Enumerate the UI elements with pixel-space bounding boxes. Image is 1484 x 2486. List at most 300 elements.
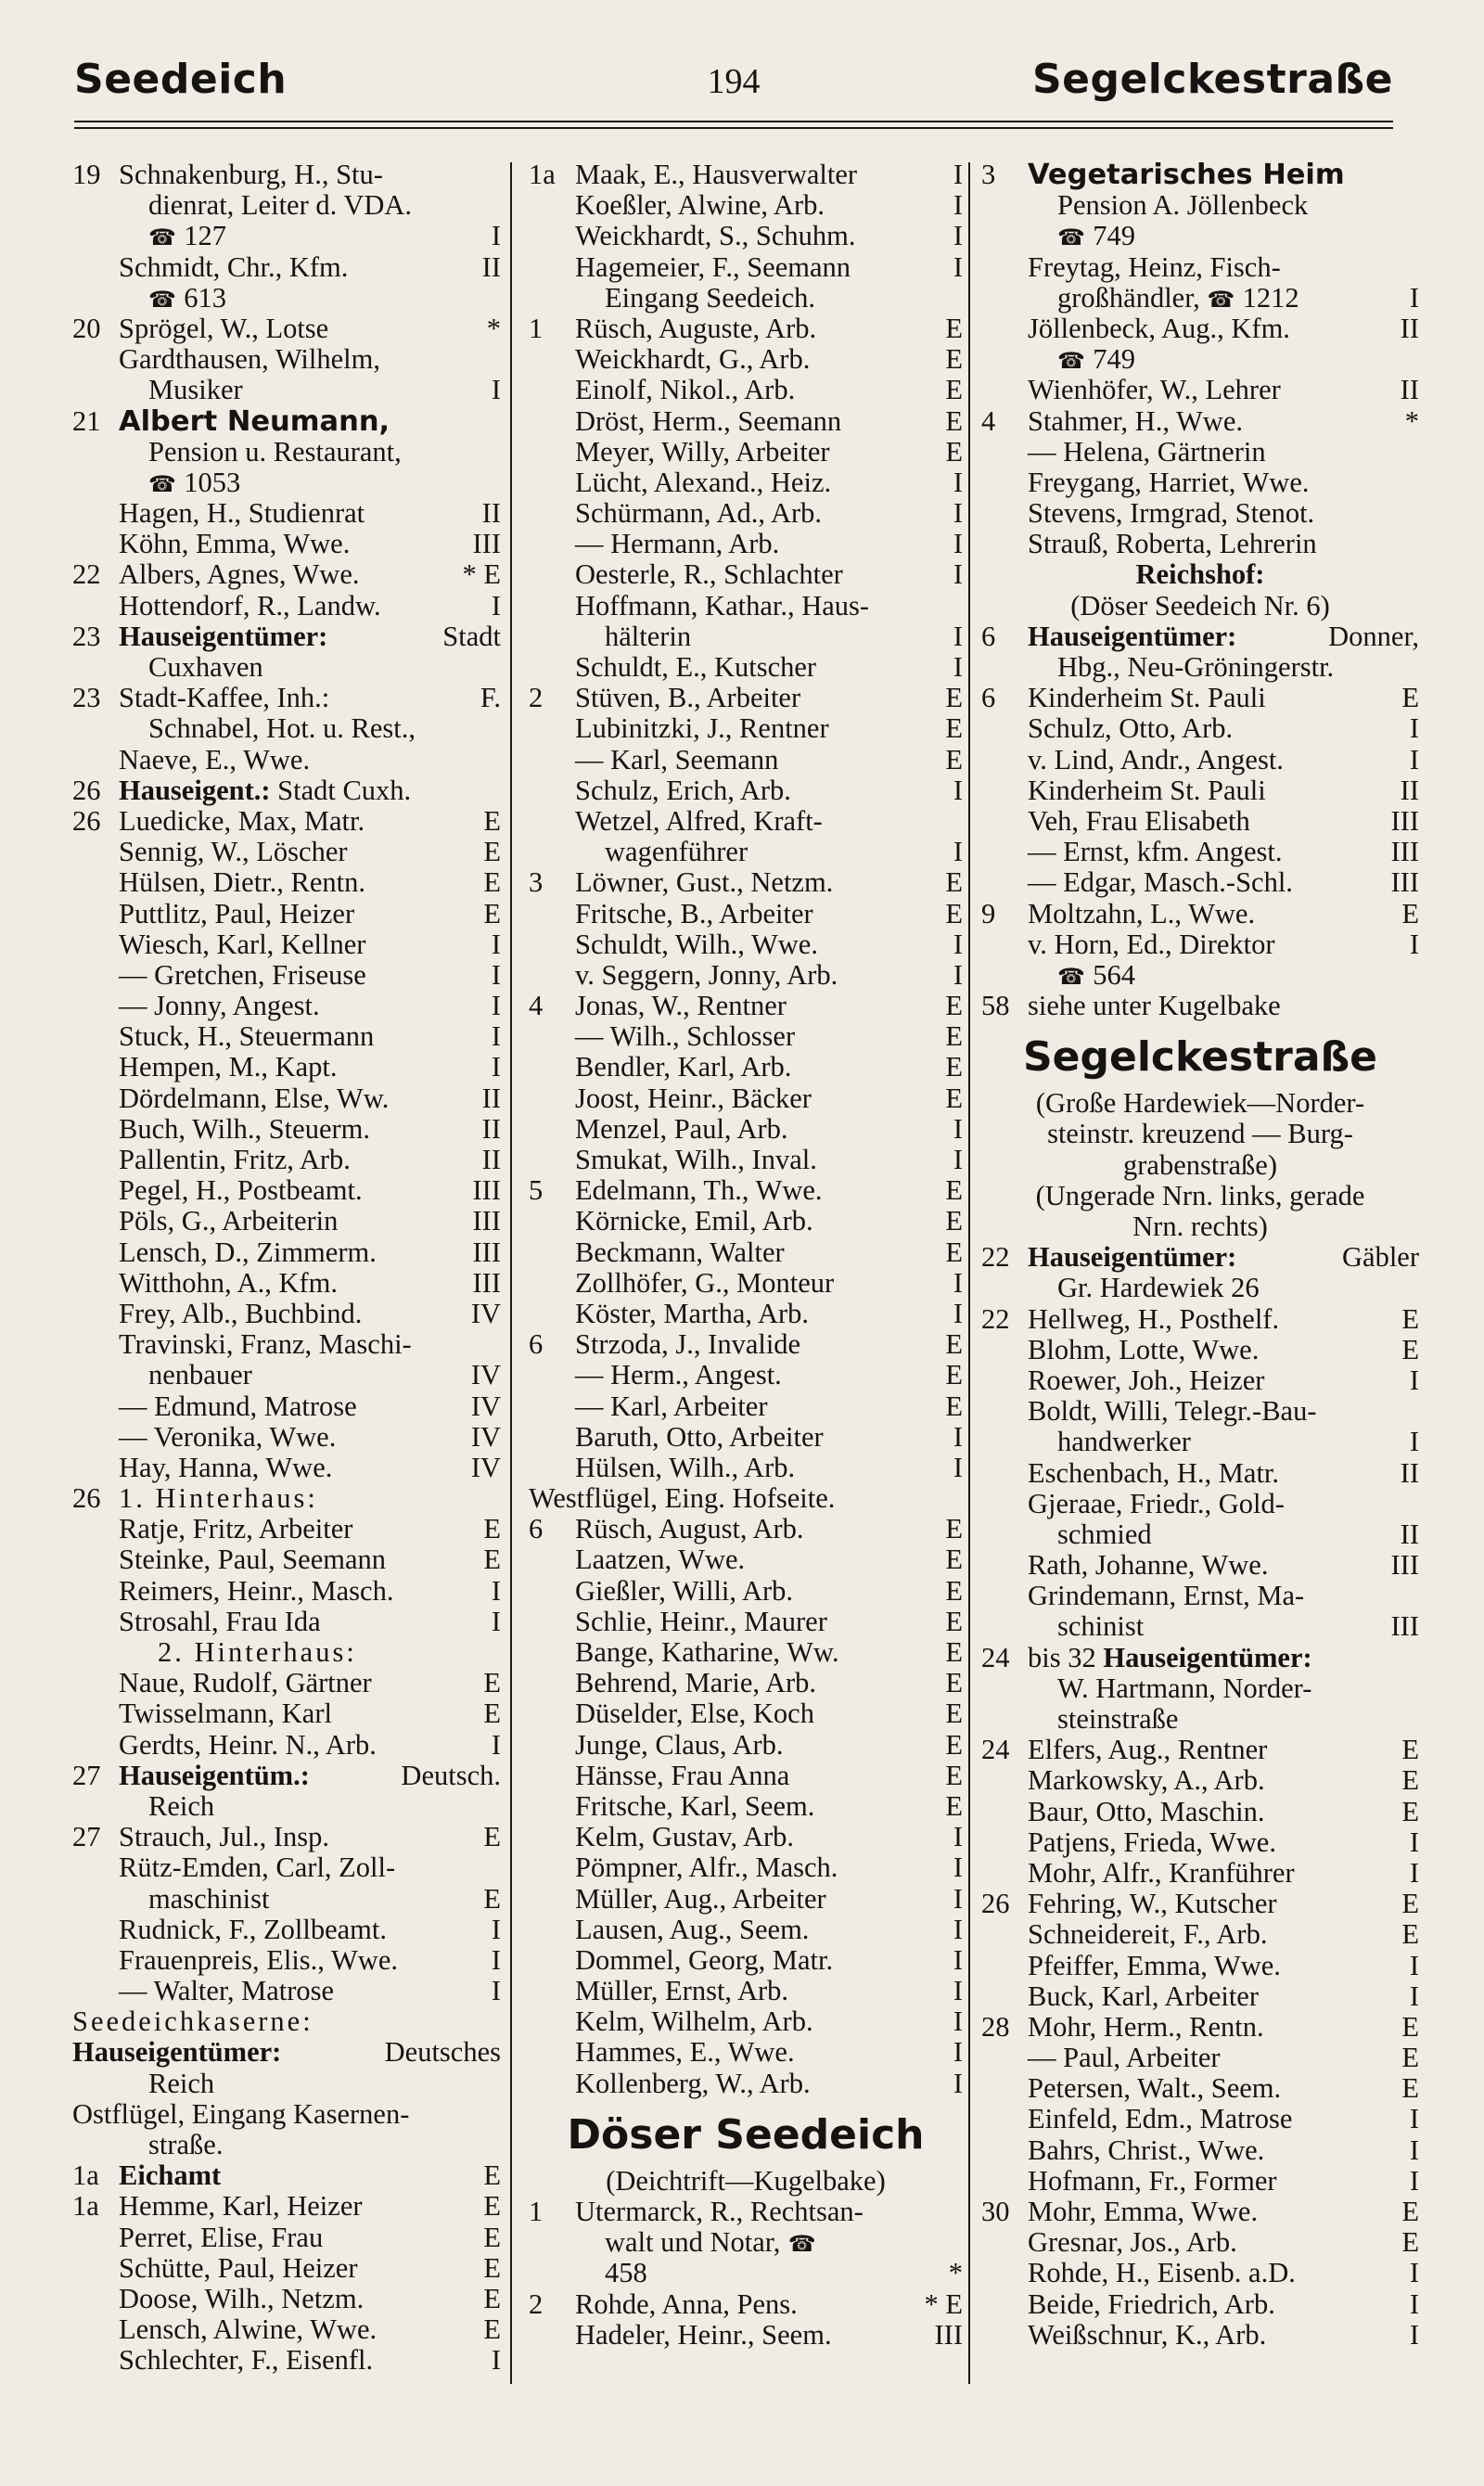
street-heading: Döser Seedeich (567, 2110, 925, 2159)
entry-name: Baruth, Otto, Arbeiter (575, 1420, 824, 1453)
entry-text (119, 1422, 336, 1453)
floor-marker: I (953, 1420, 963, 1453)
entry-extra: Hauseigentümer: (1103, 1641, 1312, 1673)
entry-name: nenbauer (148, 1359, 252, 1391)
entry-name: Menzel, Paul, Arb. (575, 1112, 788, 1145)
entry-text (148, 652, 263, 683)
entry-name: — Herm., Angest. (575, 1359, 782, 1391)
running-head-right: Segelckestraße (1031, 56, 1393, 103)
directory-entry (981, 929, 1419, 960)
directory-entry (529, 314, 963, 344)
entry-text (575, 1514, 804, 1544)
directory-entry (72, 1483, 501, 1514)
entry-text (575, 1576, 793, 1607)
entry-text (1028, 713, 1233, 744)
entry-extra: Stadt Cuxh. (277, 774, 412, 806)
entry-name: Lensch, Alwine, Wwe. (119, 2313, 377, 2346)
entry-text (148, 1360, 252, 1390)
directory-entry (72, 2284, 501, 2314)
directory-entry (981, 1458, 1419, 1489)
entry-text (148, 2130, 223, 2160)
entry-name: Hülsen, Dietr., Rentn. (119, 866, 365, 899)
directory-entry (72, 1268, 501, 1299)
entry-name: Gr. Hardewiek 26 (1057, 1272, 1260, 1304)
entry-name: Maak, E., Hausverwalter (575, 159, 858, 190)
entry-name: siehe unter Kugelbake (1028, 990, 1281, 1022)
floor-marker: I (1409, 1980, 1419, 2012)
directory-entry (981, 468, 1419, 498)
floor-marker: III (472, 1236, 501, 1268)
entry-text (575, 591, 869, 622)
house-number: 3 (529, 866, 544, 899)
entry-text (1028, 1827, 1276, 1858)
entry-name: dienrat, Leiter d. VDA. (148, 189, 413, 222)
entry-name: Patjens, Frieda, Wwe. (1028, 1826, 1276, 1858)
entry-name: maschinist (148, 1882, 270, 1915)
entry-name: 613 (184, 281, 226, 314)
floor-marker: I (953, 2067, 963, 2099)
entry-name: Stadt-Kaffee, Inh.: (119, 682, 330, 714)
entry-text (605, 837, 748, 867)
entry-text (1028, 806, 1250, 837)
floor-marker: E (483, 804, 501, 837)
directory-entry (981, 2166, 1419, 2197)
floor-marker: I (953, 189, 963, 222)
floor-marker: I (1409, 1364, 1419, 1396)
entry-name: Albers, Agnes, Wwe. (119, 558, 360, 591)
floor-marker: E (1401, 2226, 1419, 2259)
directory-entry (529, 468, 963, 498)
entry-text (1028, 2104, 1292, 2134)
floor-marker: E (945, 712, 963, 745)
entry-text (575, 1852, 838, 1883)
entry-name: Hottendorf, R., Landw. (119, 589, 381, 622)
entry-text (1028, 1581, 1304, 1611)
entry-name: Pension A. Jöllenbeck (1057, 189, 1309, 222)
directory-entry (529, 559, 963, 590)
entry-name: steinstraße (1057, 1703, 1179, 1735)
floor-marker: I (953, 2005, 963, 2038)
entry-text (119, 1021, 374, 1052)
directory-entry (981, 2258, 1419, 2288)
floor-marker: E (945, 374, 963, 406)
entry-name: Gjeraae, Friedr., Gold- (1028, 1487, 1285, 1519)
entry-text (575, 1698, 814, 1729)
directory-entry (981, 1427, 1419, 1457)
floor-marker: E (483, 2159, 501, 2192)
entry-text (575, 929, 818, 960)
entry-text (1028, 1981, 1259, 2012)
floor-marker: I (953, 466, 963, 498)
entry-text (119, 1299, 362, 1329)
entry-name: Frauenpreis, Elis., Wwe. (119, 1943, 398, 1976)
floor-marker: E (945, 1513, 963, 1545)
entry-text (119, 1391, 357, 1422)
directory-entry (529, 1514, 963, 1544)
entry-text (119, 929, 365, 960)
entry-text (575, 1145, 817, 1175)
floor-marker: II (1400, 1456, 1419, 1489)
directory-entry (72, 652, 501, 683)
entry-name: Lücht, Alexand., Heiz. (575, 466, 832, 498)
floor-marker: E (483, 1667, 501, 1699)
entry-text (119, 1945, 398, 1976)
floor-marker: I (491, 1574, 501, 1607)
floor-marker: I (1409, 2103, 1419, 2135)
directory-entry (72, 1730, 501, 1761)
entry-text (1028, 1765, 1265, 1796)
entry-name: Hagen, H., Studienrat (119, 497, 365, 530)
directory-entry (529, 1822, 963, 1852)
floor-marker: II (1400, 1518, 1419, 1550)
entry-text (575, 1237, 785, 1268)
directory-entry (981, 2043, 1419, 2073)
directory-entry (981, 837, 1419, 867)
entry-text (1028, 2258, 1296, 2288)
entry-text (1028, 1489, 1285, 1519)
directory-entry (529, 1237, 963, 1268)
entry-text (119, 1668, 372, 1698)
entry-text (1028, 867, 1293, 898)
entry-text (119, 344, 380, 375)
entry-text (119, 2191, 363, 2222)
directory-entry (529, 498, 963, 529)
entry-text (119, 1145, 351, 1175)
entry-text (119, 1329, 412, 1360)
directory-entry (72, 1576, 501, 1607)
entry-name: Jonas, W., Rentner (575, 990, 787, 1022)
directory-entry (72, 252, 501, 283)
directory-entry (72, 1083, 501, 1114)
directory-entry (529, 991, 963, 1021)
directory-entry (72, 529, 501, 559)
entry-name: Schürmann, Ad., Arb. (575, 497, 823, 530)
entry-text (1028, 375, 1281, 405)
floor-marker: E (945, 1020, 963, 1053)
entry-name: schinist (1057, 1610, 1145, 1643)
entry-text (119, 683, 329, 713)
house-number: 4 (529, 990, 544, 1022)
entry-name: Pension u. Restaurant, (148, 435, 402, 468)
entry-name: Rudnick, F., Zollbeamt. (119, 1913, 387, 1945)
entry-text (1028, 1304, 1279, 1335)
directory-entry (72, 622, 501, 652)
entry-name: Albert Neumann, (119, 404, 390, 438)
entry-name: — Wilh., Schlosser (575, 1020, 796, 1053)
entry-text (575, 1360, 782, 1390)
entry-name: Pallentin, Fritz, Arb. (119, 1144, 351, 1175)
house-number: 3 (981, 159, 996, 190)
floor-marker: I (953, 497, 963, 530)
floor-marker: I (953, 1112, 963, 1145)
entry-text (1028, 775, 1266, 806)
entry-name: 1053 (184, 466, 241, 498)
entry-text (1028, 1797, 1264, 1827)
floor-marker: II (1400, 312, 1419, 344)
directory-entry (529, 806, 963, 837)
entry-name: Wienhöfer, W., Lehrer (1028, 374, 1281, 406)
directory-entry (72, 683, 501, 713)
directory-entry (72, 2345, 501, 2376)
entry-name: Schneidereit, F., Arb. (1028, 1918, 1268, 1951)
house-number: 19 (72, 159, 101, 190)
directory-entry (981, 1919, 1419, 1950)
floor-marker: E (945, 343, 963, 376)
directory-entry (529, 1391, 963, 1422)
directory-entry (981, 1643, 1419, 1673)
telephone-icon: ☎ (780, 2231, 816, 2258)
entry-text (575, 1175, 823, 1206)
floor-marker: I (953, 558, 963, 591)
house-number: 2 (529, 2287, 544, 2320)
directory-entry (529, 1852, 963, 1883)
directory-entry (529, 2320, 963, 2351)
directory-entry (529, 745, 963, 775)
entry-name: Roewer, Joh., Heizer (1028, 1364, 1265, 1396)
directory-entry (981, 1242, 1419, 1273)
entry-text (1057, 1519, 1152, 1550)
floor-marker: I (1409, 1826, 1419, 1858)
directory-entry (529, 1206, 963, 1237)
directory-entry (529, 867, 963, 898)
entry-name: Twisselmann, Karl (119, 1698, 332, 1730)
entry-name: Köster, Martha, Arb. (575, 1297, 810, 1329)
entry-name: — Walter, Matrose (119, 1975, 335, 2007)
house-number: 6 (529, 1328, 544, 1361)
column-divider (968, 162, 970, 2384)
entry-text (119, 867, 365, 898)
floor-marker: I (1409, 2318, 1419, 2351)
entry-text (1028, 991, 1281, 1021)
page-number: 194 (707, 62, 761, 101)
floor-marker: I (491, 928, 501, 960)
entry-name: Stahmer, H., Wwe. (1028, 404, 1243, 437)
directory-entry (72, 1052, 501, 1083)
entry-text (1028, 1858, 1295, 1889)
entry-text (119, 2345, 373, 2376)
directory-entry (529, 221, 963, 251)
directory-entry (529, 1360, 963, 1390)
floor-marker: E (945, 1544, 963, 1576)
directory-entry (981, 406, 1419, 437)
directory-entry (72, 1976, 501, 2006)
entry-name: Schütte, Paul, Heizer (119, 2251, 358, 2284)
entry-text (605, 2227, 816, 2260)
entry-name: — Jonny, Angest. (119, 990, 320, 1022)
directory-entry (981, 1673, 1419, 1704)
directory-entry (72, 1698, 501, 1729)
floor-marker: IV (470, 1420, 501, 1453)
directory-entry (72, 468, 501, 498)
entry-text (575, 1915, 809, 1945)
entry-text (119, 160, 383, 190)
entry-text (119, 591, 381, 622)
entry-text (575, 991, 787, 1021)
directory-entry (981, 1611, 1419, 1642)
entry-name: Utermarck, R., Rechtsan- (575, 2196, 864, 2227)
directory-entry (72, 160, 501, 190)
entry-name: Köhn, Emma, Wwe. (119, 528, 351, 560)
directory-entry (981, 1981, 1419, 2012)
entry-text (575, 190, 825, 221)
entry-name: Fritsche, Karl, Seem. (575, 1789, 815, 1822)
floor-marker: E (1401, 1764, 1419, 1797)
entry-text (119, 2314, 377, 2345)
floor-marker: E (483, 1544, 501, 1576)
directory-entry (529, 1884, 963, 1915)
directory-entry (981, 529, 1419, 559)
entry-text (575, 468, 831, 498)
floor-marker: II (481, 1112, 501, 1145)
entry-name: Strosahl, Frau Ida (119, 1605, 321, 1637)
entry-name: v. Seggern, Jonny, Arb. (575, 958, 838, 991)
entry-text (575, 1976, 788, 2006)
entry-text (119, 1915, 387, 1945)
house-number: 30 (981, 2196, 1010, 2227)
directory-entry (529, 1698, 963, 1729)
entry-text (575, 344, 810, 375)
entry-name: Hemme, Karl, Heizer (119, 2190, 363, 2223)
directory-entry (72, 1391, 501, 1422)
directory-entry (72, 1145, 501, 1175)
house-number: 5 (529, 1174, 544, 1207)
entry-text (575, 1206, 813, 1237)
directory-entry (72, 1637, 501, 1668)
entry-name: Hülsen, Wilh., Arb. (575, 1451, 796, 1483)
entry-text (1028, 1335, 1259, 1365)
entry-text (575, 529, 779, 559)
directory-entry (529, 1422, 963, 1453)
house-number: 2 (529, 682, 544, 714)
directory-entry (529, 1453, 963, 1483)
directory-entry (981, 775, 1419, 806)
entry-text (1028, 1889, 1277, 1919)
floor-marker: E (483, 836, 501, 868)
floor-marker: III (472, 1266, 501, 1299)
directory-entry (529, 837, 963, 867)
entry-text (148, 1791, 214, 1822)
entry-name: Löwner, Gust., Netzm. (575, 866, 834, 899)
entry-text (1057, 1673, 1311, 1704)
entry-text (119, 1237, 377, 1268)
directory-entry (529, 1175, 963, 1206)
entry-name: Rütz-Emden, Carl, Zoll- (119, 1852, 396, 1884)
house-number: 22 (981, 1302, 1010, 1335)
directory-entry (981, 1550, 1419, 1581)
entry-name: Schmidt, Chr., Kfm. (119, 250, 349, 283)
entry-name: Boldt, Willi, Telegr.-Bau- (1028, 1395, 1317, 1428)
entry-text (1028, 2320, 1266, 2351)
entry-text (1028, 2289, 1275, 2320)
entry-text (575, 498, 822, 529)
entry-text (575, 406, 841, 437)
entry-name: W. Hartmann, Norder- (1057, 1672, 1312, 1704)
entry-name: Vegetarisches Heim (1028, 159, 1345, 191)
entry-text (575, 1083, 812, 1114)
telephone-icon: ☎ (1207, 286, 1243, 313)
directory-entry (72, 2191, 501, 2222)
floor-marker: I (1409, 2134, 1419, 2166)
entry-text (148, 468, 240, 500)
entry-text (575, 1791, 814, 1822)
entry-text (575, 775, 791, 806)
directory-entry (72, 2130, 501, 2160)
floor-marker: IV (470, 1297, 501, 1329)
entry-text: Hauseigentümer: (72, 2036, 282, 2069)
entry-name: Rüsch, August, Arb. (575, 1513, 804, 1545)
entry-text (1028, 498, 1314, 529)
entry-text (575, 1637, 839, 1668)
page-header (74, 56, 1393, 108)
entry-name: hälterin (605, 620, 692, 652)
floor-marker: E (1401, 2196, 1419, 2227)
floor-marker: E (483, 897, 501, 929)
floor-marker: Stadt (442, 620, 501, 652)
entry-name: Laatzen, Wwe. (575, 1544, 746, 1576)
floor-marker: E (483, 1513, 501, 1545)
floor-marker: I (953, 220, 963, 252)
entry-name: Hauseigentümer: (1028, 620, 1237, 652)
entry-name: großhändler, (1057, 281, 1200, 314)
entry-text (119, 1822, 329, 1852)
entry-name: 749 (1093, 220, 1135, 252)
floor-marker: E (483, 2313, 501, 2346)
entry-name: Hofmann, Fr., Former (1028, 2164, 1277, 2197)
entry-name: Oesterle, R., Schlachter (575, 558, 843, 591)
directory-entry (72, 1884, 501, 1915)
floor-marker: E (945, 1236, 963, 1268)
floor-marker: E (945, 1205, 963, 1237)
entry-text (119, 406, 390, 437)
entry-text (575, 1945, 833, 1976)
entry-text (1028, 1735, 1267, 1765)
floor-marker: E (945, 1728, 963, 1761)
entry-text (1028, 2043, 1221, 2073)
entry-name: Mohr, Herm., Rentn. (1028, 2010, 1264, 2043)
floor-marker: III (1390, 804, 1419, 837)
house-number: 1 (529, 2196, 544, 2227)
directory-entry (72, 1299, 501, 1329)
entry-name: Strauß, Roberta, Lehrerin (1028, 528, 1317, 560)
floor-marker: IV (470, 1451, 501, 1483)
entry-text (1028, 252, 1281, 283)
floor-marker: E (945, 435, 963, 468)
entry-name: Hagemeier, F., Seemann (575, 250, 851, 283)
entry-text (1028, 2012, 1264, 2043)
directory-entry (981, 1119, 1419, 1149)
directory-entry (981, 375, 1419, 405)
house-number: 58 (981, 990, 1010, 1022)
directory-entry (529, 2289, 963, 2320)
floor-marker: E (483, 2221, 501, 2253)
entry-name: Schulz, Erich, Arb. (575, 774, 791, 806)
telephone-icon: ☎ (1057, 963, 1094, 990)
entry-text: Ostflügel, Eingang Kasernen- (72, 2097, 410, 2130)
entry-name: Beckmann, Walter (575, 1236, 785, 1268)
floor-marker: I (953, 836, 963, 868)
floor-marker: I (491, 1975, 501, 2007)
directory-entry (529, 1607, 963, 1637)
floor-marker: III (1390, 866, 1419, 899)
floor-marker: III (1390, 1549, 1419, 1582)
entry-text (148, 375, 243, 405)
floor-marker: I (953, 1266, 963, 1299)
entry-name: Müller, Aug., Arbeiter (575, 1882, 826, 1915)
entry-text (119, 960, 366, 991)
entry-name: Sennig, W., Löscher (119, 836, 348, 868)
directory-entry (981, 683, 1419, 713)
directory-entry (72, 1915, 501, 1945)
